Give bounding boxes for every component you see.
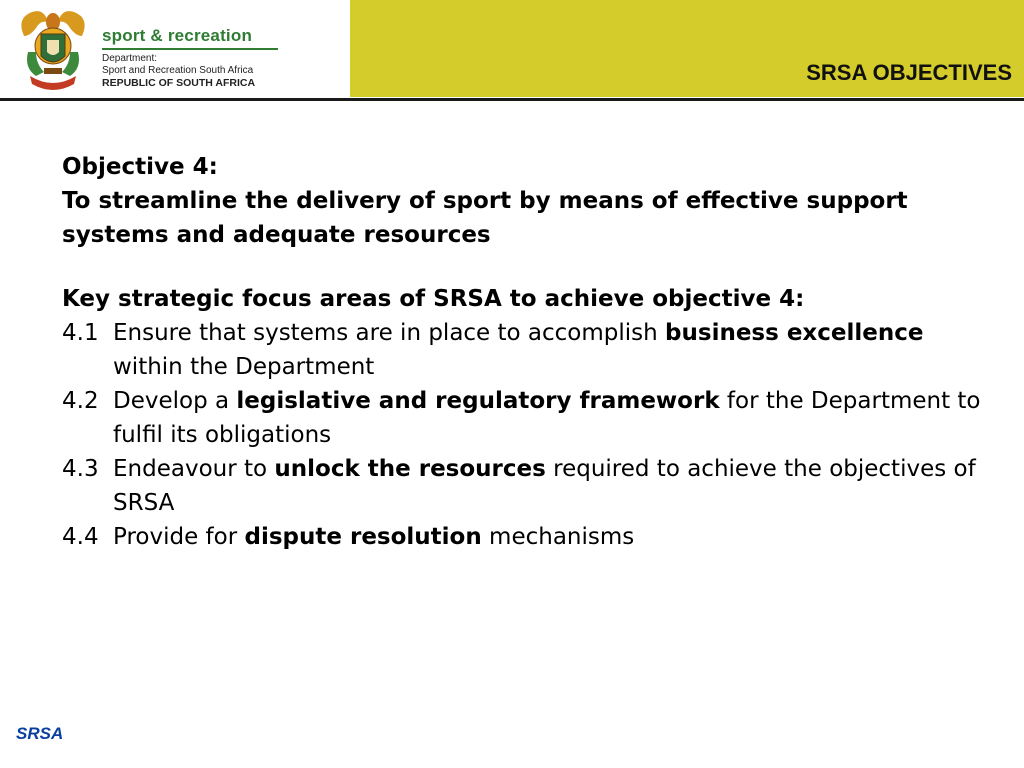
- header-divider: [0, 98, 1024, 101]
- item-text: Develop a: [113, 388, 237, 414]
- brand-title: sport & recreation: [102, 26, 253, 45]
- item-number: 4.1: [62, 320, 99, 346]
- focus-heading: Key strategic focus areas of SRSA to achieve objective 4:: [62, 286, 805, 312]
- coat-of-arms-icon: [14, 6, 92, 92]
- list-item: [62, 452, 992, 520]
- item-text: Provide for: [113, 524, 245, 550]
- item-emphasis: dispute resolution: [244, 524, 482, 550]
- item-text: Endeavour to: [113, 456, 275, 482]
- list-item: [62, 520, 992, 554]
- item-emphasis: unlock the resources: [274, 456, 546, 482]
- item-emphasis: legislative and regulatory framework: [236, 388, 720, 414]
- dept-name: Sport and Recreation South Africa: [102, 65, 254, 76]
- item-text-end: within the Department: [113, 354, 375, 380]
- brand-divider: [102, 48, 278, 50]
- slide-title: SRSA OBJECTIVES: [806, 60, 1012, 85]
- item-text-end: mechanisms: [481, 524, 635, 550]
- list-item: [62, 316, 992, 384]
- slide-header: [0, 0, 1024, 100]
- footer-label: SRSA: [16, 724, 64, 743]
- item-text-end: for the Department to fulfil its obligations: [113, 388, 981, 448]
- item-text-end: required to achieve the objectives of SRSA: [113, 456, 976, 516]
- item-number: 4.2: [62, 388, 99, 414]
- header-logo-panel: [0, 0, 350, 98]
- dept-label: Department:: [102, 53, 158, 64]
- objective-heading: Objective 4:: [62, 154, 218, 180]
- item-text: Ensure that systems are in place to accomplish: [113, 320, 666, 346]
- list-item: [62, 384, 992, 452]
- item-emphasis: business excellence: [665, 320, 924, 346]
- item-number: 4.3: [62, 456, 99, 482]
- slide-body: [62, 150, 992, 554]
- item-number: 4.4: [62, 524, 99, 550]
- objective-statement: To streamline the delivery of sport by means of effective support systems and adequate resources: [62, 188, 908, 248]
- country-name: REPUBLIC OF SOUTH AFRICA: [102, 77, 256, 89]
- header-accent-band: [350, 0, 1024, 97]
